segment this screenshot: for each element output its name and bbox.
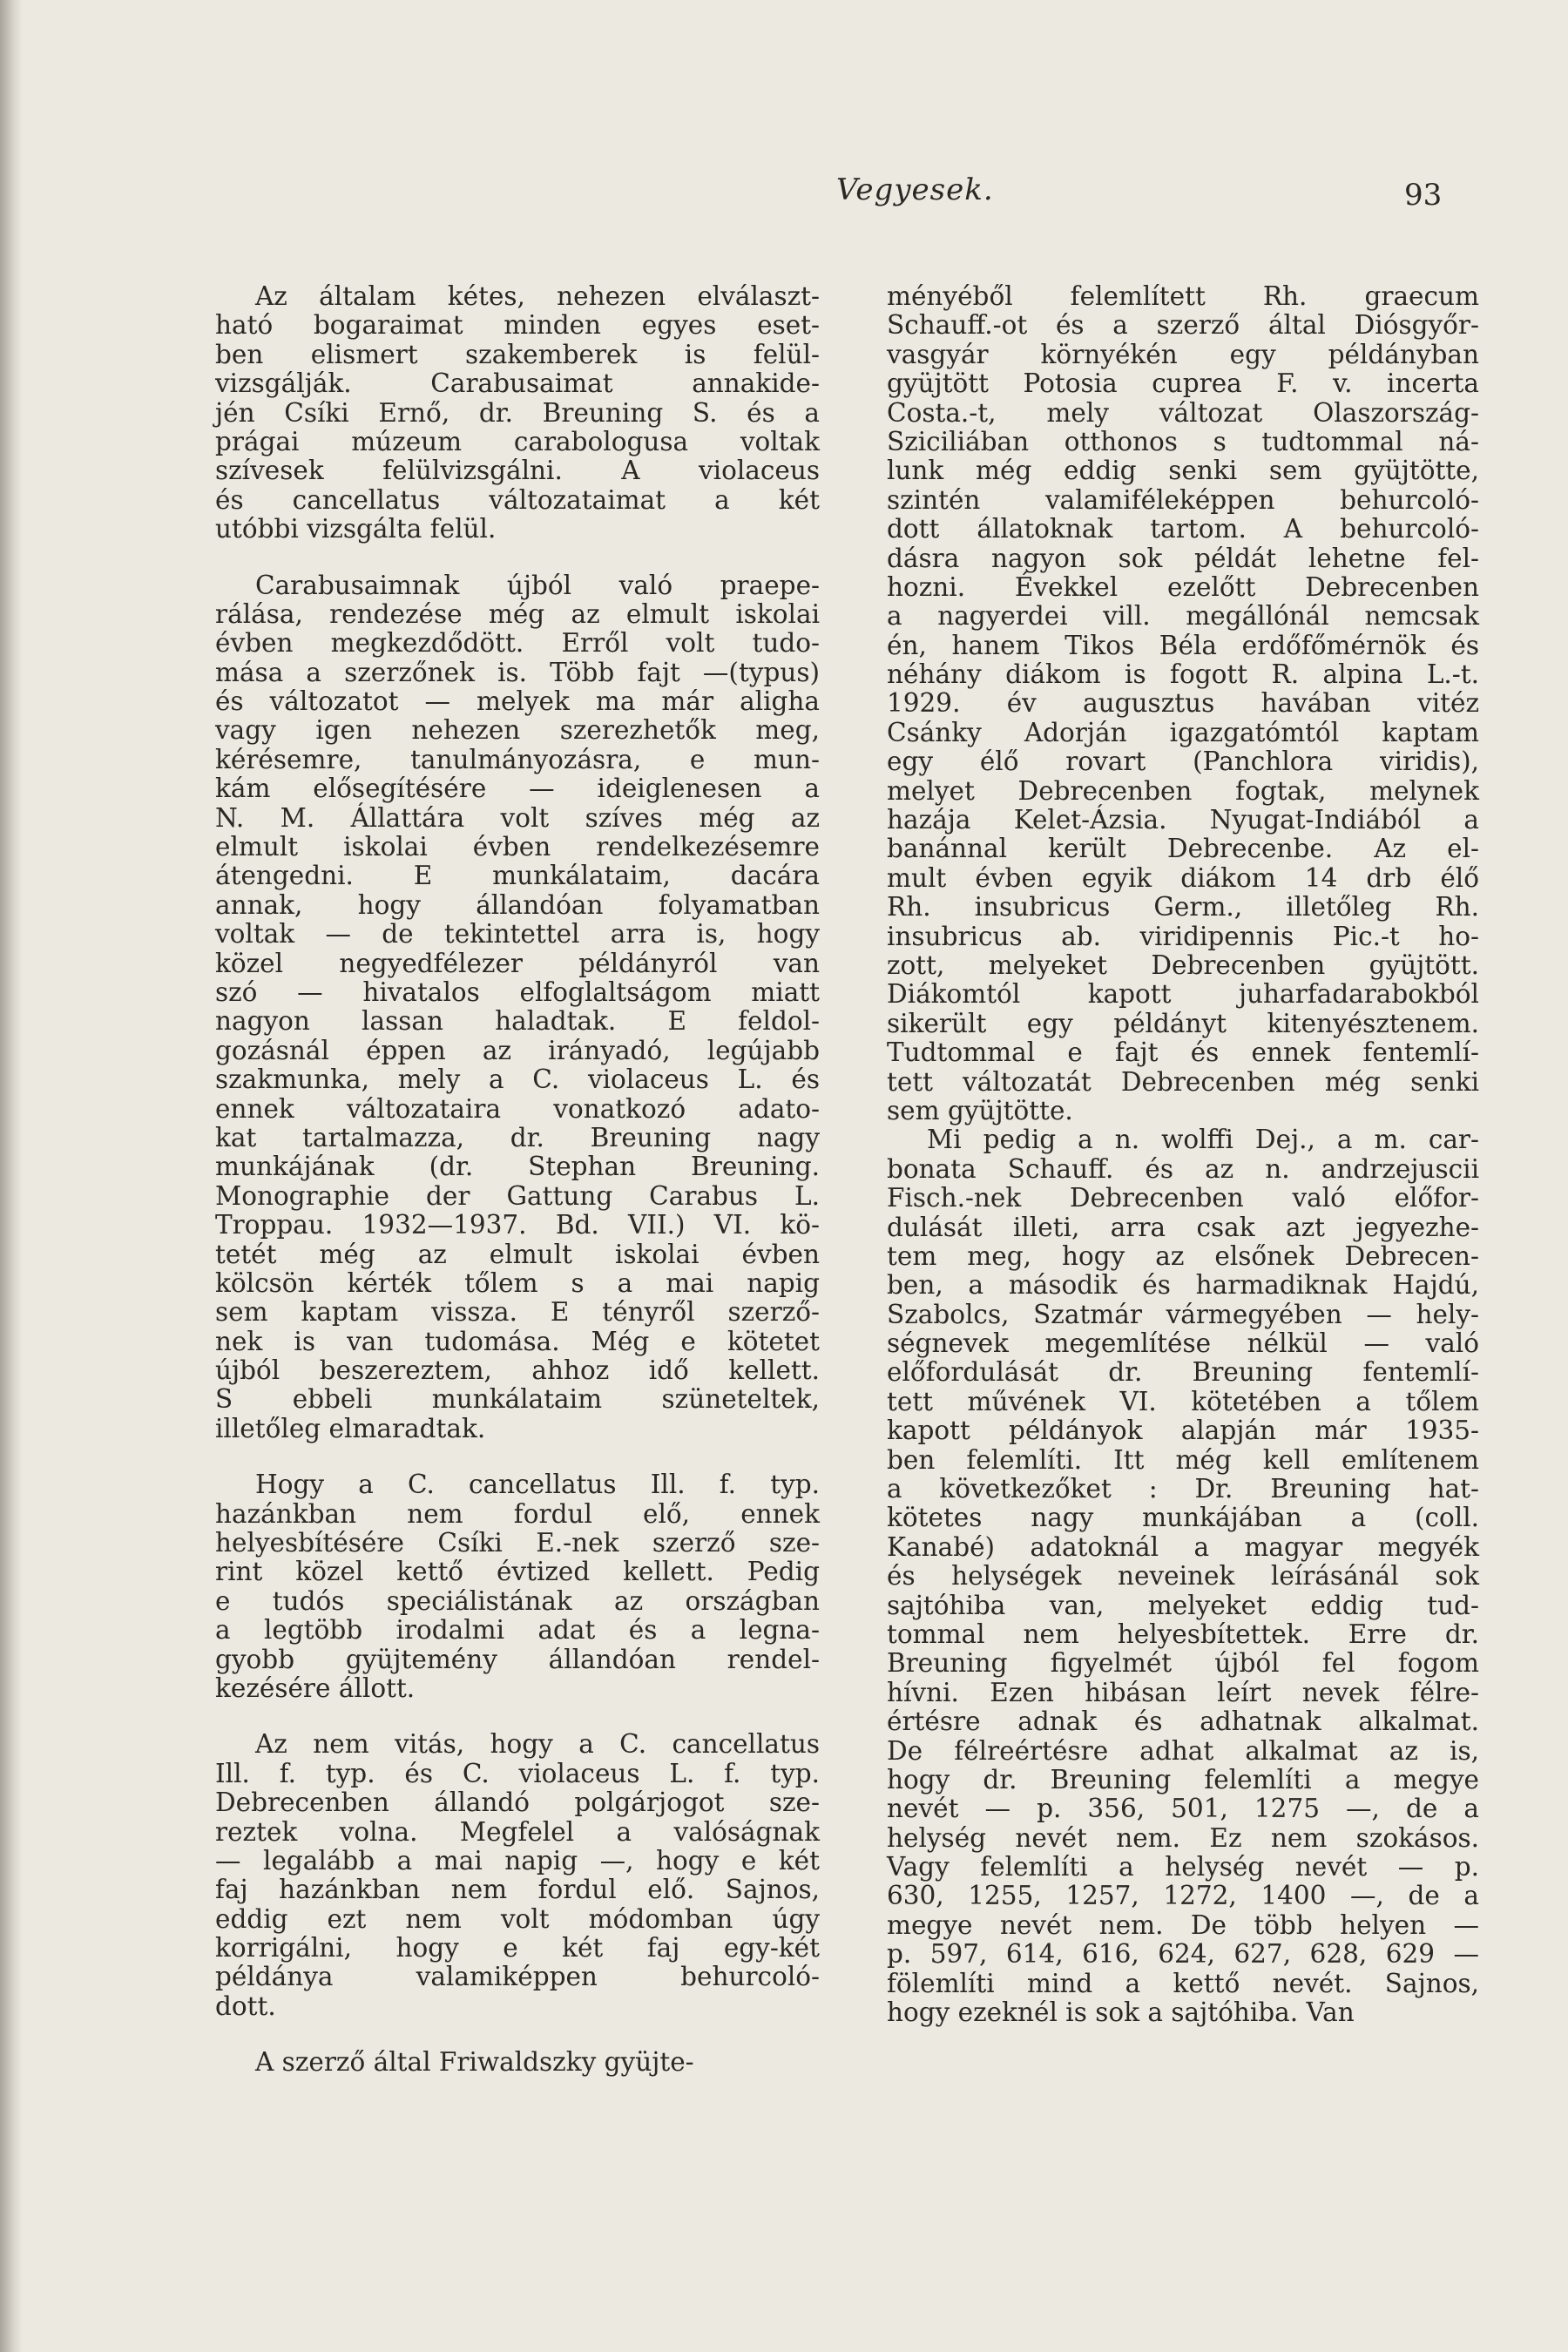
text-line: eddig ezt nem volt módomban úgy <box>215 1903 820 1934</box>
text-line: Debrecenben állandó polgárjogot sze- <box>215 1788 820 1818</box>
paragraph <box>887 282 1479 1125</box>
text-line: kám elősegítésére — ideiglenesen a <box>215 774 820 804</box>
text-line: dásra nagyon sok példát lehetne fel- <box>887 543 1479 573</box>
text-line: Carabusaimnak újból való praepe- <box>255 570 820 600</box>
text-line: Diákomtól kapott juharfadarabokból <box>887 979 1479 1010</box>
paragraph <box>215 2048 820 2077</box>
text-line: gyüjtött Potosia cuprea F. v. incerta <box>887 368 1479 399</box>
right-column <box>887 282 1479 2027</box>
page-header <box>0 172 1568 216</box>
text-line: újból beszereztem, ahhoz idő kellett. <box>215 1355 820 1386</box>
text-line: 1929. év augusztus havában vitéz <box>887 688 1479 719</box>
text-line: sikerült egy példányt kitenyésztenem. <box>887 1008 1479 1038</box>
text-line: tommal nem helyesbítettek. Erre dr. <box>887 1619 1479 1649</box>
text-line: előfordulását dr. Breuning fentemlí- <box>887 1357 1479 1388</box>
text-line: prágai múzeum carabologusa voltak <box>215 426 820 456</box>
text-line: hozni. Évekkel ezelőtt Debrecenben <box>887 571 1479 602</box>
page-binding-shadow <box>0 0 23 2352</box>
text-line: Vagy felemlíti a helység nevét — p. <box>887 1852 1479 1882</box>
text-line: dott. <box>215 1990 276 2021</box>
text-line: illetőleg elmaradtak. <box>215 1413 486 1443</box>
text-line: faj hazánkban nem fordul elő. Sajnos, <box>215 1875 820 1905</box>
text-line: nevét — p. 356, 501, 1275 —, de a <box>887 1794 1479 1824</box>
text-line: annak, hogy állandóan folyamatban <box>215 889 820 920</box>
text-line: a következőket : Dr. Breuning hat- <box>887 1474 1479 1504</box>
text-line: korrigálni, hogy e két faj egy-két <box>215 1933 820 1963</box>
text-line: a legtöbb irodalmi adat és a legna- <box>215 1615 820 1646</box>
text-line: helyesbítésére Csíki E.-nek szerző sze- <box>215 1528 820 1558</box>
text-line: bonata Schauff. és az n. andrzejuscii <box>887 1153 1479 1184</box>
text-line: gyobb gyüjtemény állandóan rendel- <box>215 1644 820 1674</box>
text-line: megye nevét nem. De több helyen — <box>887 1909 1479 1940</box>
paragraph <box>215 282 820 544</box>
text-line: évben megkezdődött. Erről volt tudo- <box>215 628 820 659</box>
text-line: insubricus ab. viridipennis Pic.-t ho- <box>887 921 1479 951</box>
text-line: példánya valamiképpen behurcoló- <box>215 1962 820 1992</box>
text-line: Rh. insubricus Germ., illetőleg Rh. <box>887 892 1479 923</box>
text-line: tetét még az elmult iskolai évben <box>215 1239 820 1269</box>
text-line: szakmunka, mely a C. violaceus L. és <box>215 1064 820 1095</box>
text-line: reztek volna. Megfelel a valóságnak <box>215 1816 820 1847</box>
text-line: sajtóhiba van, melyeket eddig tud- <box>887 1590 1479 1620</box>
text-line: rálása, rendezése még az elmult iskolai <box>215 598 820 629</box>
text-line: helység nevét nem. Ez nem szokásos. <box>887 1822 1479 1853</box>
text-line: munkájának (dr. Stephan Breuning. <box>215 1152 820 1182</box>
text-line: Fisch.-nek Debrecenben való előfor- <box>887 1183 1479 1213</box>
left-column <box>215 282 820 2078</box>
text-line: Hogy a C. cancellatus Ill. f. typ. <box>255 1470 820 1500</box>
text-line: banánnal került Debrecenbe. Az el- <box>887 834 1479 864</box>
text-line: szintén valamiféleképpen behurcoló- <box>887 484 1479 515</box>
text-line: én, hanem Tikos Béla erdőfőmérnök és <box>887 630 1479 660</box>
text-line: vasgyár környékén egy példányban <box>887 339 1479 369</box>
text-line: Monographie der Gattung Carabus L. <box>215 1180 820 1211</box>
text-line: Ill. f. typ. és C. violaceus L. f. typ. <box>215 1758 820 1788</box>
text-line: A szerző által Friwaldszky gyüjte- <box>255 2047 694 2078</box>
text-line: Mi pedig a n. wolffi Dej., a m. car- <box>927 1125 1479 1155</box>
text-line: hazánkban nem fordul elő, ennek <box>215 1498 820 1529</box>
text-line: Tudtommal e fajt és ennek fentemlí- <box>887 1037 1479 1068</box>
paragraph <box>215 1470 820 1703</box>
text-line: elmult iskolai évben rendelkezésemre <box>215 832 820 862</box>
text-line: zott, melyeket Debrecenben gyüjtött. <box>887 950 1479 980</box>
text-line: gozásnál éppen az irányadó, legújabb <box>215 1035 820 1065</box>
text-line: — legalább a mai napig —, hogy e két <box>215 1845 820 1876</box>
text-line: tett változatát Debrecenben még senki <box>887 1066 1479 1097</box>
text-line: voltak — de tekintettel arra is, hogy <box>215 919 820 950</box>
text-line: fölemlíti mind a kettő nevét. Sajnos, <box>887 1968 1479 1998</box>
text-line: tett művének VI. kötetében a tőlem <box>887 1386 1479 1416</box>
text-line: melyet Debrecenben fogtak, melynek <box>887 775 1479 806</box>
text-line: hogy dr. Breuning felemlíti a megye <box>887 1764 1479 1794</box>
running-title: Vegyesek. <box>836 172 994 207</box>
text-line: mása a szerzőnek is. Több fajt —(typus) <box>215 657 820 687</box>
text-line: N. M. Állattára volt szíves még az <box>215 802 820 833</box>
text-line: Szabolcs, Szatmár vármegyében — hely- <box>887 1299 1479 1329</box>
text-line: sem kaptam vissza. E tényről szerző- <box>215 1297 820 1328</box>
text-line: és változatot — melyek ma már aligha <box>215 686 820 717</box>
page-number: 93 <box>1404 178 1443 213</box>
text-line: Kanabé) adatoknál a magyar megyék <box>887 1531 1479 1562</box>
text-line: ségnevek megemlítése nélkül — való <box>887 1328 1479 1359</box>
text-line: nek is van tudomása. Még e kötetet <box>215 1326 820 1356</box>
text-line: kat tartalmazza, dr. Breuning nagy <box>215 1122 820 1152</box>
text-line: és helységek neveinek leírásánál sok <box>887 1561 1479 1592</box>
text-line: hazája Kelet-Ázsia. Nyugat-Indiából a <box>887 805 1479 835</box>
text-line: Az általam kétes, nehezen elválaszt- <box>255 281 820 311</box>
text-line: kérésemre, tanulmányozásra, e mun- <box>215 744 820 774</box>
text-line: p. 597, 614, 616, 624, 627, 628, 629 — <box>887 1939 1479 1970</box>
text-line: egy élő rovart (Panchlora viridis), <box>887 747 1479 777</box>
text-line: vizsgálják. Carabusaimat annakide- <box>215 368 820 399</box>
text-line: értésre adnak és adhatnak alkalmat. <box>887 1707 1479 1737</box>
text-line: szívesek felülvizsgálni. A violaceus <box>215 456 820 486</box>
text-line: kötetes nagy munkájában a (coll. <box>887 1503 1479 1533</box>
text-line: átengedni. E munkálataim, dacára <box>215 861 820 891</box>
paragraph <box>215 571 820 1444</box>
text-line: Breuning figyelmét újból fel fogom <box>887 1648 1479 1679</box>
text-line: kezésére állott. <box>215 1673 416 1703</box>
text-line: hogy ezeknél is sok a sajtóhiba. Van <box>887 1997 1355 2028</box>
text-line: szó — hivatalos elfoglaltságom miatt <box>215 977 820 1007</box>
text-line: dott állatoknak tartom. A behurcoló- <box>887 514 1479 544</box>
text-line: rint közel kettő évtized kellett. Pedig <box>215 1557 820 1587</box>
text-line: kölcsön kérték tőlem s a mai napig <box>215 1267 820 1298</box>
text-line: ennek változataira vonatkozó adato- <box>215 1093 820 1124</box>
text-line: Troppau. 1932—1937. Bd. VII.) VI. kö- <box>215 1210 820 1240</box>
text-line: néhány diákom is fogott R. alpina L.-t. <box>887 659 1479 690</box>
text-line: ben, a második és harmadiknak Hajdú, <box>887 1270 1479 1301</box>
text-line: mult évben egyik diákom 14 drb élő <box>887 862 1479 893</box>
text-line: és cancellatus változataimat a két <box>215 484 820 515</box>
text-line: dulását illeti, arra csak azt jegyezhe- <box>887 1212 1479 1242</box>
text-line: tem meg, hogy az elsőnek Debrecen- <box>887 1240 1479 1271</box>
text-line: Csánky Adorján igazgatómtól kaptam <box>887 717 1479 747</box>
text-line: Costa.-t, mely változat Olaszország- <box>887 397 1479 428</box>
text-line: lunk még eddig senki sem gyüjtötte, <box>887 456 1479 486</box>
text-line: e tudós speciálistának az országban <box>215 1585 820 1616</box>
text-line: a nagyerdei vill. megállónál nemcsak <box>887 601 1479 632</box>
text-line: 630, 1255, 1257, 1272, 1400 —, de a <box>887 1881 1479 1911</box>
text-line: ben elismert szakemberek is felül- <box>215 339 820 369</box>
text-line: kapott példányok alapján már 1935- <box>887 1416 1479 1446</box>
text-line: jén Csíki Ernő, dr. Breuning S. és a <box>215 397 820 428</box>
text-line: Schauff.-ot és a szerző által Diósgyőr- <box>887 310 1479 341</box>
text-line: Sziciliában otthonos s tudtommal ná- <box>887 426 1479 456</box>
text-line: hívni. Ezen hibásan leírt nevek félre- <box>887 1677 1479 1707</box>
text-line: közel negyedfélezer példányról van <box>215 948 820 978</box>
text-line: Az nem vitás, hogy a C. cancellatus <box>255 1729 820 1760</box>
text-line: utóbbi vizsgálta felül. <box>215 514 497 544</box>
paragraph <box>215 1730 820 2021</box>
text-line: vagy igen nehezen szerezhetők meg, <box>215 715 820 746</box>
text-line: sem gyüjtötte. <box>887 1095 1073 1125</box>
text-line: De félreértésre adhat alkalmat az is, <box>887 1735 1479 1766</box>
text-line: ható bogaraimat minden egyes eset- <box>215 310 820 341</box>
text-line: nagyon lassan haladtak. E feldol- <box>215 1006 820 1037</box>
text-line: ményéből felemlített Rh. graecum <box>887 281 1479 311</box>
text-line: S ebbeli munkálataim szüneteltek, <box>215 1384 820 1415</box>
paragraph <box>887 1125 1479 2027</box>
text-line: ben felemlíti. Itt még kell említenem <box>887 1444 1479 1475</box>
